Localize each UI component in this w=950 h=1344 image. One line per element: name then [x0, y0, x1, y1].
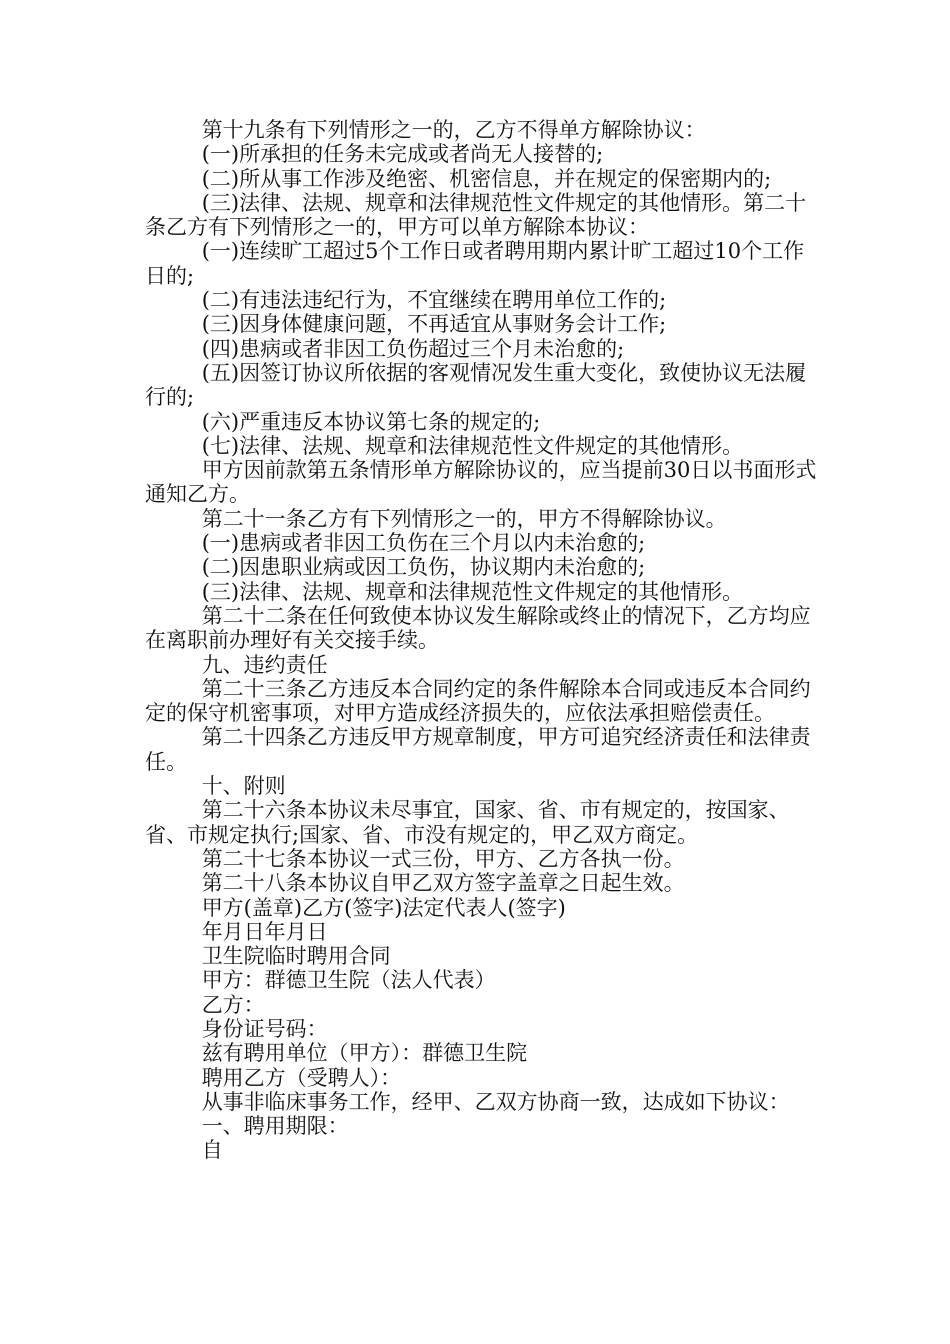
party-b-line: 乙方：: [201, 992, 265, 1017]
paragraph: (二)有违法违纪行为，不宜继续在聘用单位工作的;: [201, 288, 667, 313]
paragraph: 第二十六条本协议未尽事宜，国家、省、市有规定的，按国家、省、市规定执行;国家、省、市没有规定的，甲乙双方商定。: [145, 798, 790, 847]
section-heading: 十、附则: [201, 774, 286, 799]
party-a-line: 甲方：群德卫生院（法人代表）: [201, 968, 496, 993]
section-heading: 九、违约责任: [201, 652, 328, 677]
paragraph: 自: [201, 1138, 223, 1163]
paragraph: 第二十七条本协议一式三份，甲方、乙方各执一份。: [201, 846, 685, 871]
paragraph: (五)因签订协议所依据的客观情况发生重大变化，致使协议无法履行的;: [145, 360, 807, 410]
paragraph: (七)法律、法规、规章和法律规范性文件规定的其他情形。: [201, 433, 744, 458]
paragraph: 第二十八条本协议自甲乙双方签字盖章之日起生效。: [201, 871, 685, 896]
paragraph: 第二十二条在任何致使本协议发生解除或终止的情况下，乙方均应在离职前办理好有关交接手续。: [145, 603, 811, 653]
paragraph: 第二十四条乙方违反甲方规章制度，甲方可追究经济责任和法律责任。: [145, 725, 811, 774]
paragraph: 第二十三条乙方违反本合同约定的条件解除本合同或违反本合同约定的保守机密事项，对甲方造成经济损失的，应依法承担赔偿责任。: [145, 676, 811, 726]
paragraph: (三)法律、法规、规章和法律规范性文件规定的其他情形。第二十条乙方有下列情形之一的，甲方可以单方解除本协议：: [145, 190, 807, 240]
paragraph: 第十九条有下列情形之一的，乙方不得单方解除协议：: [201, 118, 706, 142]
section-heading: 一、聘用期限：: [201, 1114, 349, 1139]
paragraph: 聘用乙方（受聘人）：: [201, 1065, 402, 1090]
paragraph: 第二十一条乙方有下列情形之一的，甲方不得解除协议。: [201, 506, 727, 531]
paragraph: (三)法律、法规、规章和法律规范性文件规定的其他情形。: [201, 579, 744, 604]
paragraph: (二)所从事工作涉及绝密、机密信息，并在规定的保密期内的;: [201, 166, 772, 191]
paragraph: 甲方因前款第五条情形单方解除协议的，应当提前30日以书面形式通知乙方。: [145, 458, 817, 507]
paragraph: (一)患病或者非因工负伤在三个月以内未治愈的;: [201, 531, 646, 556]
paragraph: 从事非临床事务工作，经甲、乙双方协商一致，达成如下协议：: [201, 1089, 790, 1114]
id-number-line: 身份证号码：: [201, 1016, 328, 1041]
paragraph: (一)连续旷工超过5个工作日或者聘用期内累计旷工超过10个工作日的;: [145, 239, 805, 288]
paragraph: (四)患病或者非因工负伤超过三个月未治愈的;: [201, 336, 625, 361]
paragraph: 兹有聘用单位（甲方）：群德卫生院: [201, 1041, 528, 1066]
contract-title: 卫生院临时聘用合同: [201, 944, 391, 969]
date-line: 年月日年月日: [201, 919, 328, 944]
document-body: [145, 118, 825, 1163]
signature-line: 甲方(盖章)乙方(签字)法定代表人(签字): [201, 895, 566, 920]
paragraph: (二)因患职业病或因工负伤，协议期内未治愈的;: [201, 555, 646, 580]
paragraph: (一)所承担的任务未完成或者尚无人接替的;: [201, 142, 604, 167]
paragraph: (三)因身体健康问题，不再适宜从事财务会计工作;: [201, 312, 667, 337]
paragraph: (六)严重违反本协议第七条的规定的;: [201, 409, 541, 434]
